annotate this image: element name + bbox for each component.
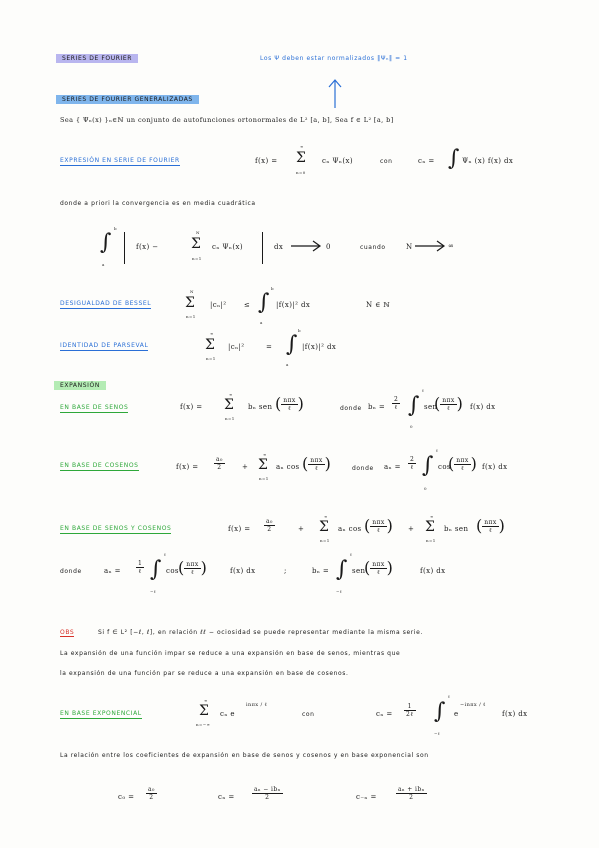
exp-int-top: ℓ [448,694,451,699]
sc-coef [136,560,144,575]
sc-int-arg-den: ℓ [190,569,195,576]
parseval-lhs: |cₙ|² [228,343,245,351]
sc-a0 [264,518,275,533]
sum-symbol: Σ [199,703,209,719]
sc-int-top: ℓ [164,552,167,557]
sc-arg2-num: nπx [484,519,497,526]
exp-sum-bottom: n=−∞ [196,722,211,727]
c0-den: 2 [149,794,154,801]
series-term: cₙ Ψₙ(x) [322,157,353,165]
sum-symbol: Σ [296,150,306,166]
cosine-tail: f(x) dx [482,463,508,471]
sc-arg2-den: ℓ [488,527,493,534]
exp-tail: f(x) dx [502,710,528,718]
c-minus-n-frac [396,786,427,801]
sc-arg1: ( $\frac{\text{nπx}}{\text{ℓ}}$ ) [364,516,393,535]
sc-term1: aₙ cos [338,525,362,533]
exp-coef-num: 1 [404,703,416,711]
sine-arg: ( $\frac{\text{nπx}}{\text{ℓ}}$ ) [275,394,304,413]
exponential-basis-label: EN BASE EXPONENCIAL [60,710,142,717]
sine-int-arg: ( $\frac{\text{nπx}}{\text{ℓ}}$ ) [434,394,463,413]
sine-int-top: ℓ [422,388,425,393]
conv-sum-top: N [196,230,200,235]
cn-num: aₙ − ibₙ [254,786,281,793]
sum-symbol: Σ [258,457,268,473]
cosine-donde: donde [352,465,374,472]
section-title: SERIES DE FOURIER GENERALIZADAS [56,95,199,104]
sc-coef-den: ℓ [138,568,142,575]
page-title: SERIES DE FOURIER [56,54,138,63]
arrow-up-icon [327,78,343,110]
exp-exponent: inπx / ℓ [246,702,268,708]
bessel-int-a: a [260,320,263,325]
sc-sum-top: ∞ [324,514,328,519]
cosine-basis-label: EN BASE DE COSENOS [60,462,139,469]
sum-symbol: Σ [224,397,234,413]
integral-symbol: ∫ [100,230,112,255]
conv-term: cₙ Ψₙ(x) [212,243,243,251]
sine-lhs: f(x) = [180,403,203,411]
conv-N: N [406,243,413,251]
parseval-eq: = [266,343,273,351]
cn-integrand: Ψₙ (x) f(x) dx [462,157,514,165]
obs-line1: Si f ∈ L² [−ℓ, ℓ], en relación ℓℓ − ociosidad se puede representar mediante la misma serie. [98,629,423,636]
parseval-int-a: a [286,362,289,367]
exp-int-exponent: −inπx / ℓ [460,702,486,708]
sum-top: ∞ [300,144,304,149]
c-minus-n-den: 2 [409,794,414,801]
sum-symbol: Σ [191,236,201,252]
bessel-label: DESIGUALDAD DE BESSEL [60,300,152,307]
integral-symbol: ∫ [422,453,434,478]
integral-symbol: ∫ [448,146,460,171]
int-upper: b [114,226,117,231]
sc-donde: donde [60,568,82,575]
sc-sum2-bottom: n=1 [426,538,436,543]
sc-int-term: cos [166,567,179,575]
bessel-lhs: |cₙ|² [210,301,227,309]
cosine-coef [408,456,416,471]
obs-line2: La expansión de una función impar se reduce a una expansión en base de senos, mientras que [60,650,401,657]
bessel-cond: N ∈ ℕ [366,301,391,309]
exp-coef-den: 2ℓ [406,711,414,718]
parseval-sum-bottom: n=1 [206,356,216,361]
c0-frac [146,786,157,801]
sc-tail2: f(x) dx [420,567,446,575]
sine-cosine-basis-label: EN BASE DE SENOS Y COSENOS [60,525,172,532]
cosine-plus: + [242,463,249,471]
cosine-a0-den: 2 [217,464,222,471]
cosine-lhs: f(x) = [176,463,199,471]
integral-symbol: ∫ [434,699,446,724]
cosine-coef-num: 2 [410,456,415,463]
cosine-int-arg: ( $\frac{\text{nπx}}{\text{ℓ}}$ ) [448,454,477,473]
cosine-arg-den: ℓ [314,465,319,472]
cosine-a0-num: a₀ [216,456,223,463]
cosine-coef-den: ℓ [410,464,414,471]
sine-basis-label: EN BASE DE SENOS [60,404,129,411]
sc-arg1-den: ℓ [376,527,381,534]
cn-lhs: cₙ = [218,793,235,801]
sine-arg-num: nπx [283,397,296,404]
sine-term: bₙ sen [248,403,273,411]
sc-a0-num: a₀ [266,518,273,525]
normalization-note: Los Ψ deben estar normalizados ‖Ψₙ‖ = 1 [260,55,408,62]
exp-term: cₙ e [220,710,235,718]
c-minus-n-num: aₙ + ibₙ [398,786,425,793]
sine-tail: f(x) dx [470,403,496,411]
conv-cuando: cuando [360,244,386,251]
exp-int-term: e [454,710,459,718]
conv-zero: 0 [326,243,331,251]
conv-fx: f(x) − [136,243,159,251]
cosine-int-bottom: 0 [424,486,427,491]
cosine-sum-bottom: n=1 [259,476,269,481]
sc-an: aₙ = [104,567,121,575]
cosine-int-term: cos [438,463,451,471]
sum-symbol: Σ [185,295,195,311]
sc-a0-den: 2 [267,526,272,533]
sc-sum2-top: ∞ [430,514,434,519]
integral-symbol: ∫ [408,393,420,418]
expansion-heading: EXPANSIÓN [54,381,106,390]
integral-symbol: ∫ [258,290,270,315]
bessel-int-b: b [271,286,274,291]
parseval-rhs: |f(x)|² dx [302,343,337,351]
sum-symbol: Σ [319,519,329,535]
cosine-int-arg-den: ℓ [460,465,465,472]
exp-sum-top: ∞ [204,698,208,703]
bessel-le: ≤ [244,301,251,309]
integral-symbol: ∫ [286,332,298,357]
exp-cn: cₙ = [376,710,393,718]
sine-coef-num: 2 [394,396,399,403]
conv-infinity: ∞ [448,242,455,250]
bessel-rhs: |f(x)|² dx [276,301,311,309]
exp-con: con [302,711,315,718]
abs-bar-left [124,232,125,264]
sc-int2-top: ℓ [350,552,353,557]
con-word: con [380,158,393,165]
c0-lhs: c₀ = [118,793,135,801]
sine-sum-top: ∞ [229,392,233,397]
c0-num: a₀ [148,786,155,793]
sc-tail: f(x) dx [230,567,256,575]
sc-int2-arg: ( $\frac{\text{nπx}}{\text{ℓ}}$ ) [364,558,393,577]
sine-coef [392,396,400,411]
sc-sum-bottom: n=1 [320,538,330,543]
sc-arg2: ( $\frac{\text{nπx}}{\text{ℓ}}$ ) [476,516,505,535]
cosine-term: aₙ cos [276,463,300,471]
sine-int-arg-num: nπx [442,397,455,404]
conv-dx: dx [274,243,284,251]
sc-lhs: f(x) = [228,525,251,533]
sc-separator: ; [284,567,287,575]
sc-int2-arg-den: ℓ [376,569,381,576]
cn-lhs: cₙ = [418,157,435,165]
parseval-int-b: b [298,328,301,333]
sine-int-term: sen [424,403,438,411]
parseval-label: IDENTIDAD DE PARSEVAL [60,342,149,349]
cosine-sum-top: ∞ [263,452,267,457]
conv-sum-bottom: n=1 [192,256,202,261]
cn-frac [252,786,283,801]
sum-symbol: Σ [425,519,435,535]
sum-symbol: Σ [205,337,215,353]
fx-lhs: f(x) = [255,157,278,165]
sc-plus: + [298,525,305,533]
fourier-expression-label: EXPRESIÓN EN SERIE DE FOURIER [60,157,180,164]
bessel-sum-top: N [190,289,194,294]
sine-sum-bottom: n=1 [225,416,235,421]
abs-bar-right [262,232,263,264]
integral-symbol: ∫ [336,557,348,582]
cosine-arg: ( $\frac{\text{nπx}}{\text{ℓ}}$ ) [302,454,331,473]
sine-bn: bₙ = [368,403,386,411]
sc-term2: bₙ sen [444,525,469,533]
sine-donde: donde [340,405,362,412]
cosine-int-top: ℓ [436,448,439,453]
sc-plus2: + [408,525,415,533]
sc-int-term2: sen [352,567,366,575]
sine-int-bottom: 0 [410,424,413,429]
sine-coef-den: ℓ [394,404,398,411]
sc-bn: bₙ = [312,567,330,575]
sc-int-arg-num: nπx [186,561,199,568]
cosine-arg-num: nπx [310,457,323,464]
arrow-right-icon [290,240,322,252]
sc-int2-bottom: −ℓ [336,589,343,594]
exp-relation: La relación entre los coeficientes de expansión en base de senos y cosenos y en base exponencial son [60,752,429,759]
sine-int-arg-den: ℓ [446,405,451,412]
convergence-note: donde a priori la convergencia es en media cuadrática [60,200,256,207]
int-lower: a [102,262,105,267]
cosine-int-arg-num: nπx [456,457,469,464]
obs-line3: la expansión de una función par se reduce a una expansión en base de cosenos. [60,670,349,677]
sc-arg1-num: nπx [372,519,385,526]
section-intro: Sea { Ψₙ(x) }ₙ∈ℕ un conjunto de autofunciones ortonormales de L² [a, b], Sea f ∈ L² [a, b] [60,116,394,124]
exp-coef [404,703,416,718]
bessel-sum-bottom: n=1 [186,314,196,319]
sum-bottom: n=0 [296,170,306,175]
cosine-an: aₙ = [384,463,401,471]
cn-den: 2 [265,794,270,801]
sc-int-bottom: −ℓ [150,589,157,594]
sc-coef-num: 1 [138,560,143,567]
c-minus-n-lhs: c₋ₙ = [356,793,377,801]
arrow-right-icon [414,240,446,252]
sc-int-arg: ( $\frac{\text{nπx}}{\text{ℓ}}$ ) [178,558,207,577]
cosine-a0 [214,456,225,471]
exp-int-bottom: −ℓ [434,731,441,736]
obs-label: OBS [60,629,75,636]
parseval-sum-top: ∞ [210,331,214,336]
sc-int2-arg-num: nπx [372,561,385,568]
integral-symbol: ∫ [150,557,162,582]
sine-arg-den: ℓ [287,405,292,412]
